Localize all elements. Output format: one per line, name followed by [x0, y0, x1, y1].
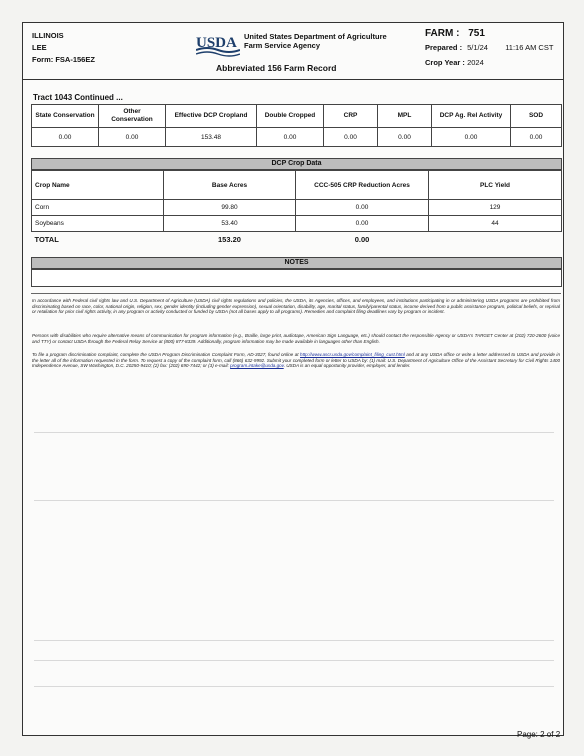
tract-title: Tract 1043 Continued ...	[33, 93, 123, 102]
complaint-text-b: and at any USDA office or write a letter addressed to USDA and provide in the letter all of the information requested in the form. To request a copy of the complaint form, call (866) 632-9992. Submit your completed form or letter to USDA by: (1) mail: U.S. Department of Agriculture Office of the Assistant Secretary for Civil Rights 1400 Independence Avenue, SW Washington, D.C. 20250-9410; (2) fax: (202) 690-7442; or (3) e-mail:	[32, 352, 561, 369]
form-label: Form:	[32, 55, 54, 64]
crop-year-label: Crop Year :	[425, 58, 465, 67]
total-plc-empty	[429, 232, 562, 247]
header-details	[425, 28, 553, 72]
table-row	[32, 200, 562, 216]
other-conservation-value: 0.00	[99, 128, 166, 147]
dcp-crop-table	[31, 170, 562, 246]
col-double-cropped: Double Cropped	[257, 105, 324, 128]
col-sod: SOD	[511, 105, 562, 128]
notes-box	[31, 269, 562, 287]
program-intake-email[interactable]: program.intake@usda.gov	[230, 363, 284, 369]
state-name: ILLINOIS	[32, 31, 64, 40]
tract-table	[31, 104, 562, 147]
agency-line2: Farm Service Agency	[244, 41, 321, 50]
page-number: Page: 2 of 2	[517, 730, 561, 739]
crop-name: Corn	[32, 200, 164, 216]
complaint-statement	[32, 352, 560, 369]
notes-divider	[31, 293, 561, 294]
agency-line1: United States Department of Agriculture	[244, 32, 387, 41]
header-location	[32, 30, 95, 66]
form-number: FSA-156EZ	[55, 55, 95, 64]
total-base-acres: 153.20	[218, 234, 241, 244]
dcp-crop-data-band: DCP Crop Data	[31, 158, 562, 170]
complaint-form-link[interactable]: http://www.ascr.usda.gov/complaint_filing_cust.html	[300, 352, 405, 357]
total-ccc-505: 0.00	[354, 234, 370, 244]
crp-value: 0.00	[324, 128, 378, 147]
dcp-header-row	[32, 171, 562, 200]
bleed-through-line	[34, 660, 554, 661]
bleed-through-line	[34, 686, 554, 687]
crop-name: Soybeans	[32, 216, 164, 232]
plc-yield: 129	[429, 200, 562, 216]
usda-logo-text: USDA	[196, 35, 237, 51]
table-row	[32, 216, 562, 232]
table-row	[32, 128, 562, 147]
tract-header-row	[32, 105, 562, 128]
col-state-conservation: State Conservation	[32, 105, 99, 128]
notes-band: NOTES	[31, 257, 562, 269]
ccc-505-acres: 0.00	[296, 216, 429, 232]
prepared-label: Prepared :	[425, 43, 463, 52]
crop-year: 2024	[467, 58, 484, 67]
col-effective-dcp-cropland: Effective DCP Cropland	[166, 105, 257, 128]
col-mpl: MPL	[378, 105, 432, 128]
state-conservation-value: 0.00	[32, 128, 99, 147]
prepared-date: 5/1/24	[467, 43, 488, 52]
bleed-through-line	[34, 640, 554, 641]
col-other-conservation: Other Conservation	[99, 105, 166, 128]
crop-year-line	[425, 58, 553, 72]
total-row	[32, 232, 562, 247]
dcp-ag-rel-activity-value: 0.00	[432, 128, 511, 147]
civil-rights-statement: In accordance with Federal civil rights law and U.S. Department of Agriculture (USDA) civil rights regulations and policies, the USDA, its Agencies, offices, and employees, and institutions participating in or administering USDA programs are prohibited from discriminating based on race, color, national origin, religion, sex, gender identity (including gender expression), sexual orientation, disability, age, marital status, family/parental status, income derived from a public assistance program, political beliefs, or reprisal or retaliation for prior civil rights activity, in any program or activity conducted or funded by USDA (not all bases apply to all programs). Remedies and complaint filing deadlines vary by program or incident.	[32, 298, 560, 315]
complaint-text-a: To file a program discrimination complaint, complete the USDA Program Discrimination Complaint Form, AD-3027, found online at	[32, 352, 301, 357]
col-plc-yield: PLC Yield	[429, 171, 562, 200]
col-crp: CRP	[324, 105, 378, 128]
prepared-time: 11:16 AM CST	[505, 43, 554, 52]
usda-logo	[196, 33, 240, 55]
form-title: Abbreviated 156 Farm Record	[216, 63, 337, 73]
effective-dcp-cropland-value: 153.48	[166, 128, 257, 147]
col-dcp-ag-rel-activity: DCP Ag. Rel Activity	[432, 105, 511, 128]
county-name: LEE	[32, 43, 47, 52]
col-crop-name: Crop Name	[32, 171, 164, 200]
farm-number: 751	[468, 28, 485, 39]
ccc-505-acres: 0.00	[296, 200, 429, 216]
form-id	[32, 54, 95, 66]
accessibility-statement: Persons with disabilities who require alternative means of communication for program information (e.g., Braille, large print, audiotape, American Sign Language, etc.) should contact the responsible Agency or USDA's TARGET Center at (202) 720-2600 (voice and TTY) or contact USDA through the Federal Relay Service at (800) 877-8339. Additionally, program information may be made available in languages other than English.	[32, 333, 560, 344]
header-divider	[22, 79, 563, 80]
base-acres: 99.80	[164, 200, 296, 216]
total-label: TOTAL	[34, 234, 59, 244]
col-ccc-505: CCC-505 CRP Reduction Acres	[296, 171, 429, 200]
mpl-value: 0.00	[378, 128, 432, 147]
bleed-through-line	[34, 500, 554, 501]
plc-yield: 44	[429, 216, 562, 232]
double-cropped-value: 0.00	[257, 128, 324, 147]
complaint-text-c: . USDA is an equal opportunity provider, employer, and lender.	[283, 363, 411, 369]
sod-value: 0.00	[511, 128, 562, 147]
base-acres: 53.40	[164, 216, 296, 232]
farm-label: FARM :	[425, 28, 460, 39]
prepared-line	[425, 43, 553, 57]
col-base-acres: Base Acres	[164, 171, 296, 200]
farm-line	[425, 28, 553, 42]
agency-name	[244, 32, 387, 50]
bleed-through-line	[34, 432, 554, 433]
